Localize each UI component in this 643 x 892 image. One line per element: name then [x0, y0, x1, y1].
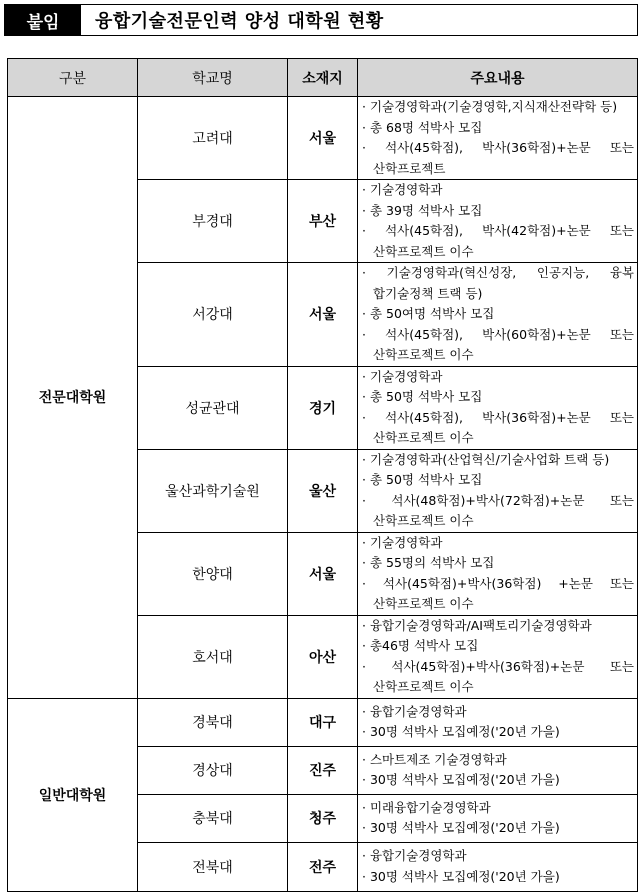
school-location: 서울 [288, 263, 358, 367]
school-name: 충북대 [138, 794, 288, 842]
content-line: · 석사(45학점), 박사(36학점)+논문 또는 [362, 409, 634, 425]
content-line: · 30명 석박사 모집예정('20년 가을) [362, 820, 560, 835]
school-location: 부산 [288, 180, 358, 263]
table-row [8, 698, 638, 746]
school-location: 경기 [288, 366, 358, 449]
page-title: 융합기술전문인력 양성 대학원 현황 [95, 11, 384, 32]
content-line: · 석사(45학점)+박사(36학점)+논문 또는 [362, 658, 634, 674]
content-line: · 총 55명의 석박사 모집 [362, 555, 495, 570]
page-header [4, 4, 638, 36]
content-line: 산학프로젝트 이수 [373, 596, 474, 611]
content-line: · 총 68명 석박사 모집 [362, 119, 483, 135]
school-name: 한양대 [138, 532, 288, 615]
program-content [358, 746, 638, 794]
program-content [358, 532, 638, 615]
header-location: 소재지 [288, 59, 358, 97]
school-location: 청주 [288, 794, 358, 842]
content-line: · 석사(45학점), 박사(42학점)+논문 또는 [362, 223, 634, 238]
program-content [358, 97, 638, 180]
program-content [358, 615, 638, 698]
content-line: · 총 50명 석박사 모집 [362, 389, 483, 404]
category-general: 일반대학원 [8, 698, 138, 891]
content-line: 산학프로젝트 이수 [373, 347, 474, 362]
header-category: 구분 [8, 59, 138, 97]
school-name: 성균관대 [138, 366, 288, 449]
content-line: · 석사(48학점)+박사(72학점)+논문 또는 [362, 492, 634, 508]
program-content [358, 842, 638, 891]
content-line: · 30명 석박사 모집예정('20년 가을) [362, 724, 560, 739]
content-line: 산학프로젝트 이수 [373, 430, 474, 445]
header-content: 주요내용 [358, 59, 638, 97]
content-line: · 기술경영학과 [362, 534, 443, 550]
content-line: 산학프로젝트 [373, 160, 446, 176]
content-line: · 기술경영학과 [362, 368, 443, 384]
content-line: · 석사(45학점), 박사(60학점)+논문 또는 [362, 326, 634, 342]
school-location: 전주 [288, 842, 358, 891]
content-line: · 총 39명 석박사 모집 [362, 202, 483, 218]
program-content [358, 698, 638, 746]
attachment-tag: 붙임 [5, 5, 81, 35]
content-line: · 스마트제조 기술경영학과 [362, 751, 507, 767]
school-location: 진주 [288, 746, 358, 794]
table-row [8, 97, 638, 180]
content-line: · 총 50명 석박사 모집 [362, 472, 483, 487]
content-line: · 석사(45학점)+박사(36학점) +논문 또는 [362, 575, 634, 591]
school-name: 경북대 [138, 698, 288, 746]
school-location: 대구 [288, 698, 358, 746]
school-name: 경상대 [138, 746, 288, 794]
content-line: · 총 50여명 석박사 모집 [362, 306, 495, 321]
content-line: 산학프로젝트 이수 [373, 513, 474, 528]
program-content [358, 263, 638, 367]
school-location: 서울 [288, 97, 358, 180]
school-location: 아산 [288, 615, 358, 698]
school-name: 고려대 [138, 97, 288, 180]
content-line: · 석사(45학점), 박사(36학점)+논문 또는 [362, 140, 634, 155]
content-line: 산학프로젝트 이수 [373, 679, 474, 694]
school-location: 울산 [288, 449, 358, 532]
content-line: · 융합기술경영학과 [362, 703, 467, 719]
school-name: 전북대 [138, 842, 288, 891]
content-line: · 30명 석박사 모집예정('20년 가을) [362, 868, 560, 884]
school-name: 울산과학기술원 [138, 449, 288, 532]
program-content [358, 449, 638, 532]
graduate-school-table [7, 58, 638, 892]
school-name: 호서대 [138, 615, 288, 698]
school-name: 서강대 [138, 263, 288, 367]
content-line: · 기술경영학과(혁신성장, 인공지능, 융복 [362, 265, 634, 280]
content-line: · 융합기술경영학과 [362, 848, 467, 863]
content-line: · 기술경영학과(산업혁신/기술사업화 트랙 등) [362, 451, 610, 467]
content-line: · 기술경영학과(기술경영학,지식재산전략학 등) [362, 99, 618, 114]
content-line: · 융합기술경영학과/AI팩토리기술경영학과 [362, 617, 592, 633]
content-line: 합기술정책 트랙 등) [373, 285, 483, 301]
content-line: · 미래융합기술경영학과 [362, 799, 491, 815]
program-content [358, 366, 638, 449]
program-content [358, 180, 638, 263]
header-school: 학교명 [138, 59, 288, 97]
school-name: 부경대 [138, 180, 288, 263]
program-content [358, 794, 638, 842]
school-location: 서울 [288, 532, 358, 615]
content-line: 산학프로젝트 이수 [373, 243, 474, 259]
content-line: · 30명 석박사 모집예정('20년 가을) [362, 772, 560, 787]
table-header-row [8, 59, 638, 97]
content-line: · 기술경영학과 [362, 182, 443, 197]
content-line: · 총46명 석박사 모집 [362, 638, 479, 653]
category-professional: 전문대학원 [8, 97, 138, 699]
